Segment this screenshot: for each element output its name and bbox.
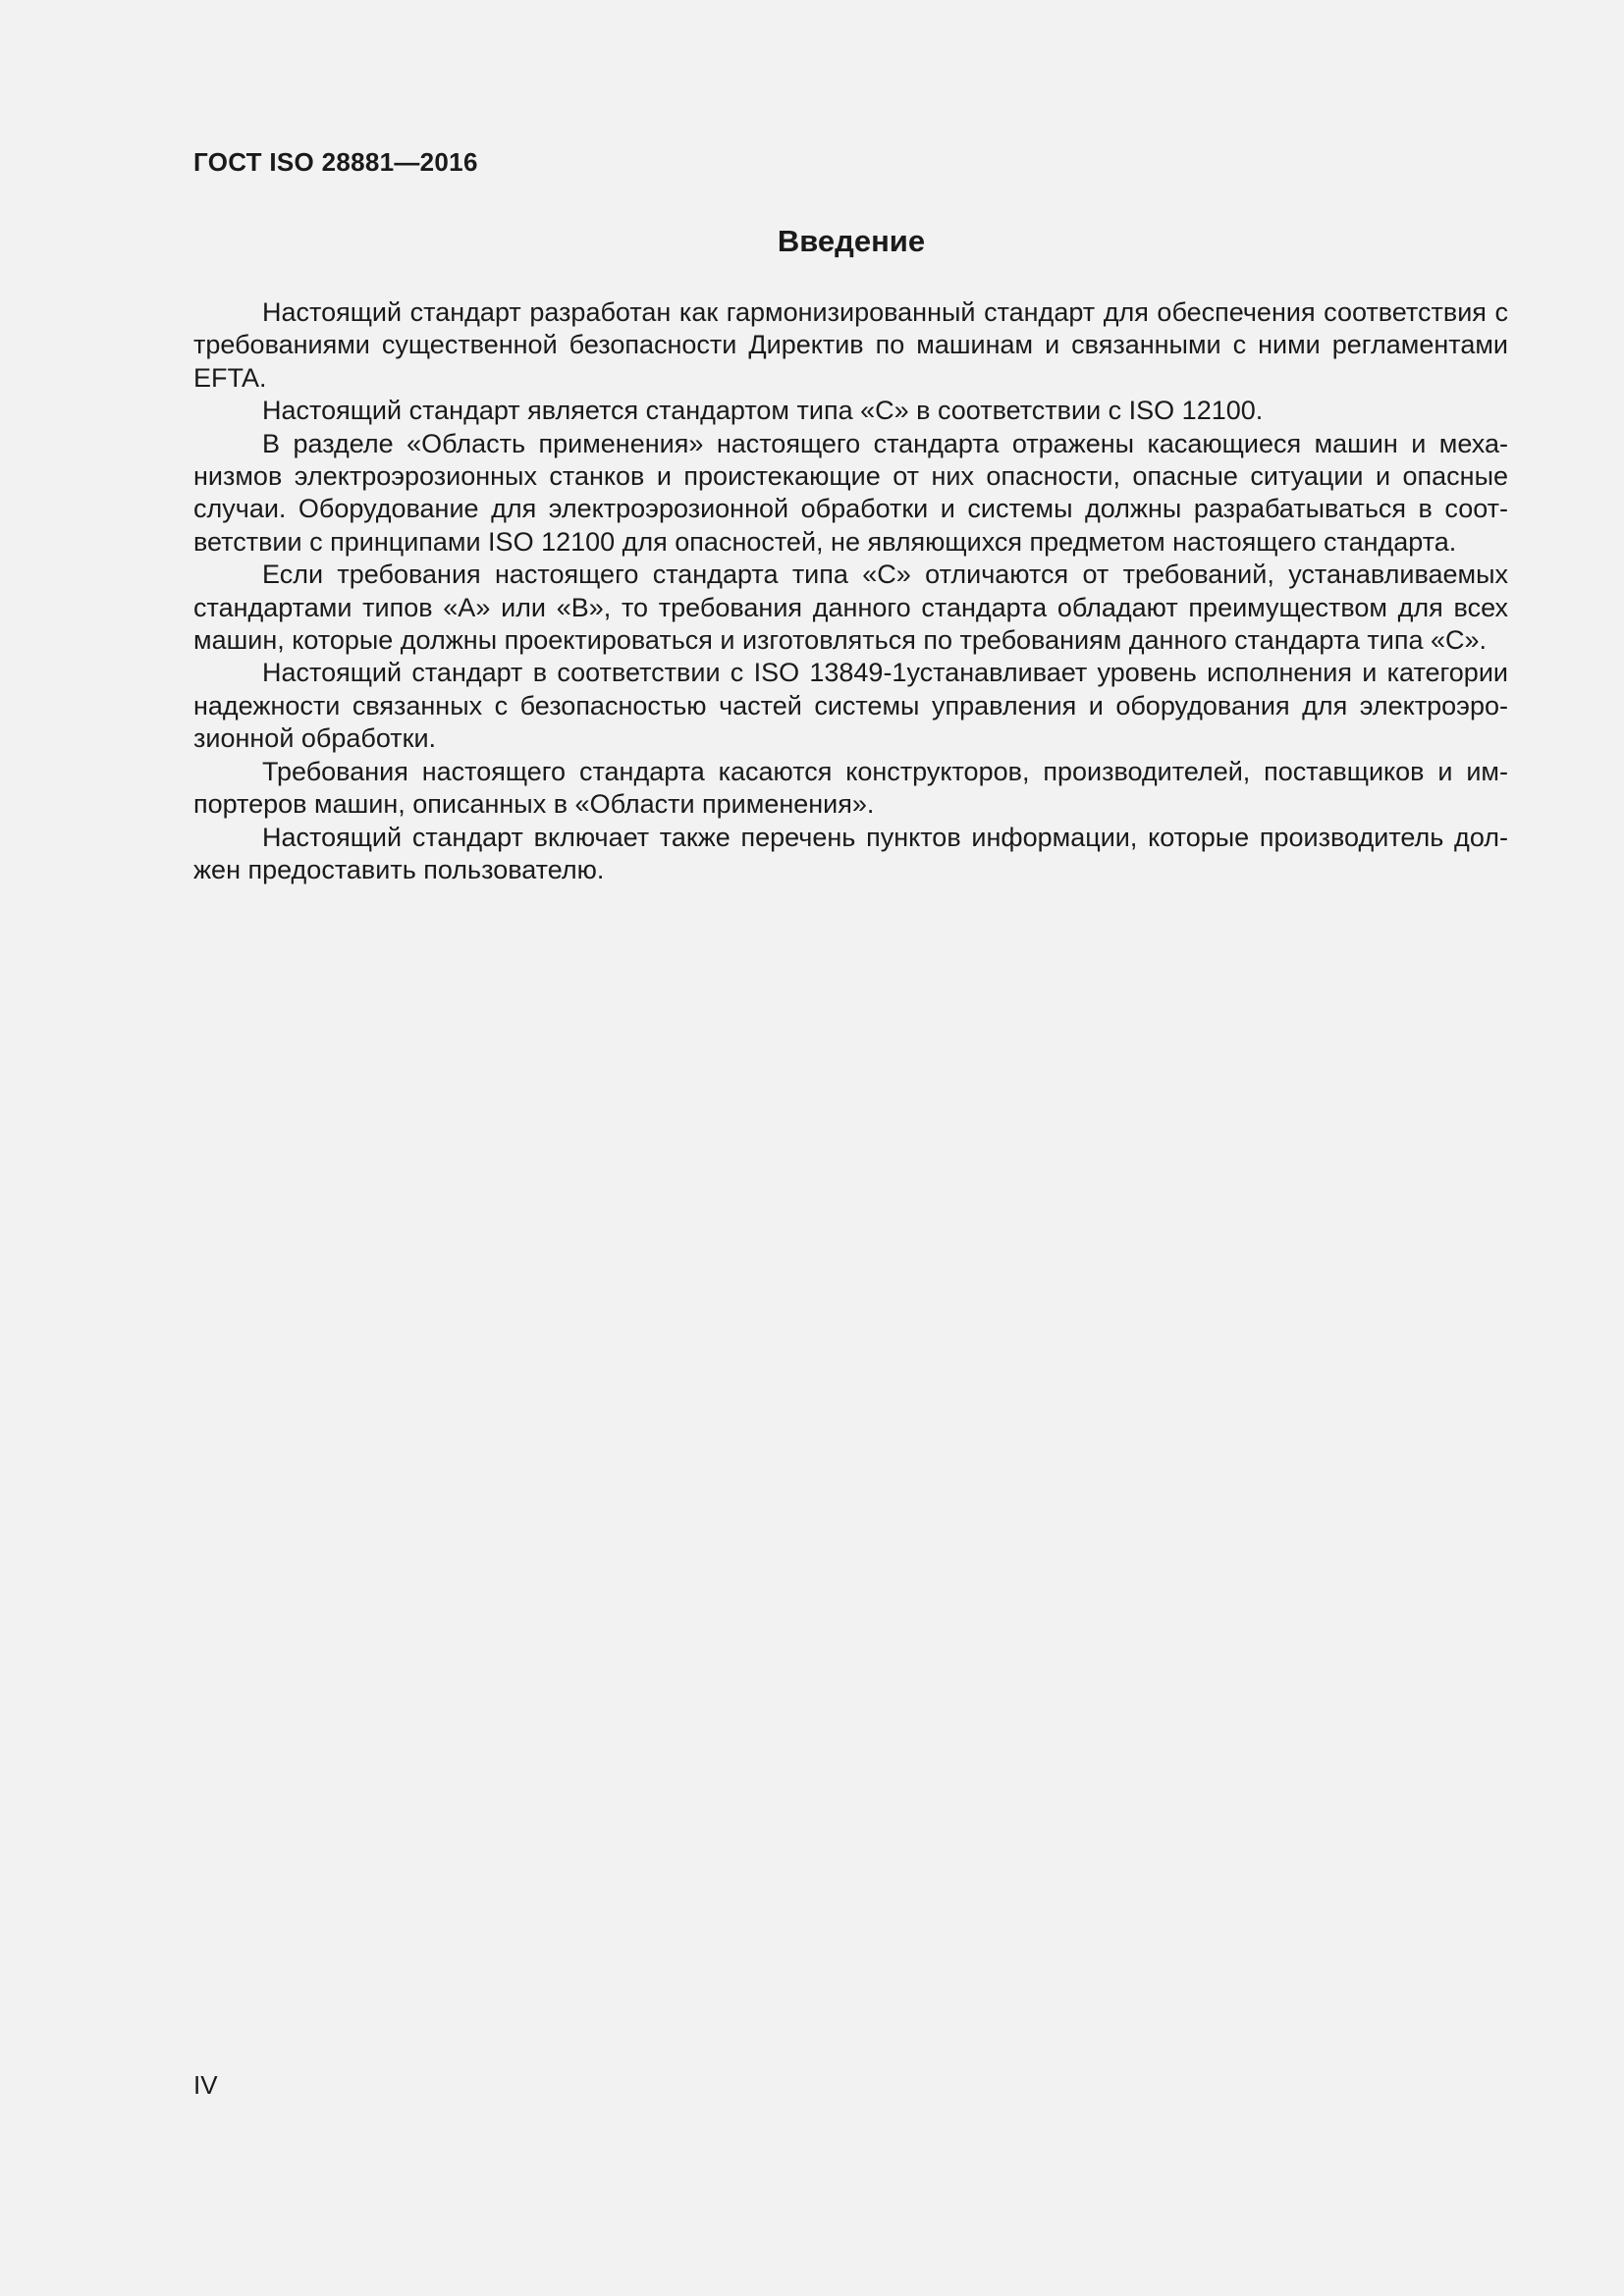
document-header: ГОСТ ISO 28881—2016 xyxy=(193,147,478,177)
introduction-body xyxy=(193,296,1508,886)
paragraph: Настоящий стандарт разработан как гармонизированный стандарт для обеспечения соответствия с требованиями существенной безопасности Директив по машинам и связанными с ними регламентами EFTA. xyxy=(193,297,1508,393)
paragraph: В разделе «Область применения» настоящего стандарта отражены касающиеся машин и механизмов электроэрозионных станков и проистекающие от них опасности, опасные ситуации и опасные случаи. Оборудование для электроэрозионной обработки и системы должны разрабатываться в соответствии с принципами ISO 12100 для опасностей, не являющихся предметом настоящего стандарта. xyxy=(193,428,1508,557)
paragraph: Требования настоящего стандарта касаются конструкторов, производителей, поставщиков и импортеров машин, описанных в «Области применения». xyxy=(193,756,1508,820)
section-title: Введение xyxy=(777,224,926,258)
paragraph: Настоящий стандарт является стандартом типа «С» в соответствии с ISO 12100. xyxy=(262,396,1264,426)
page-number: IV xyxy=(193,2070,218,2100)
paragraph: Если требования настоящего стандарта типа «С» отличаются от требований, устанавливаемых стандартами типов «А» или «В», то требования данного стандарта обладают преимуществом для всех машин, которые должны проектироваться и изготовляться по требованиям данного стандарта типа «С». xyxy=(193,560,1508,656)
paragraph: Настоящий стандарт включает также перечень пунктов информации, которые производитель должен предоставить пользователю. xyxy=(193,822,1508,884)
paragraph: Настоящий стандарт в соответствии с ISO 13849-1устанавливает уровень исполнения и категории надежности связанных с безопасностью частей системы управления и оборудования для электроэрозионной обработки. xyxy=(193,658,1508,754)
